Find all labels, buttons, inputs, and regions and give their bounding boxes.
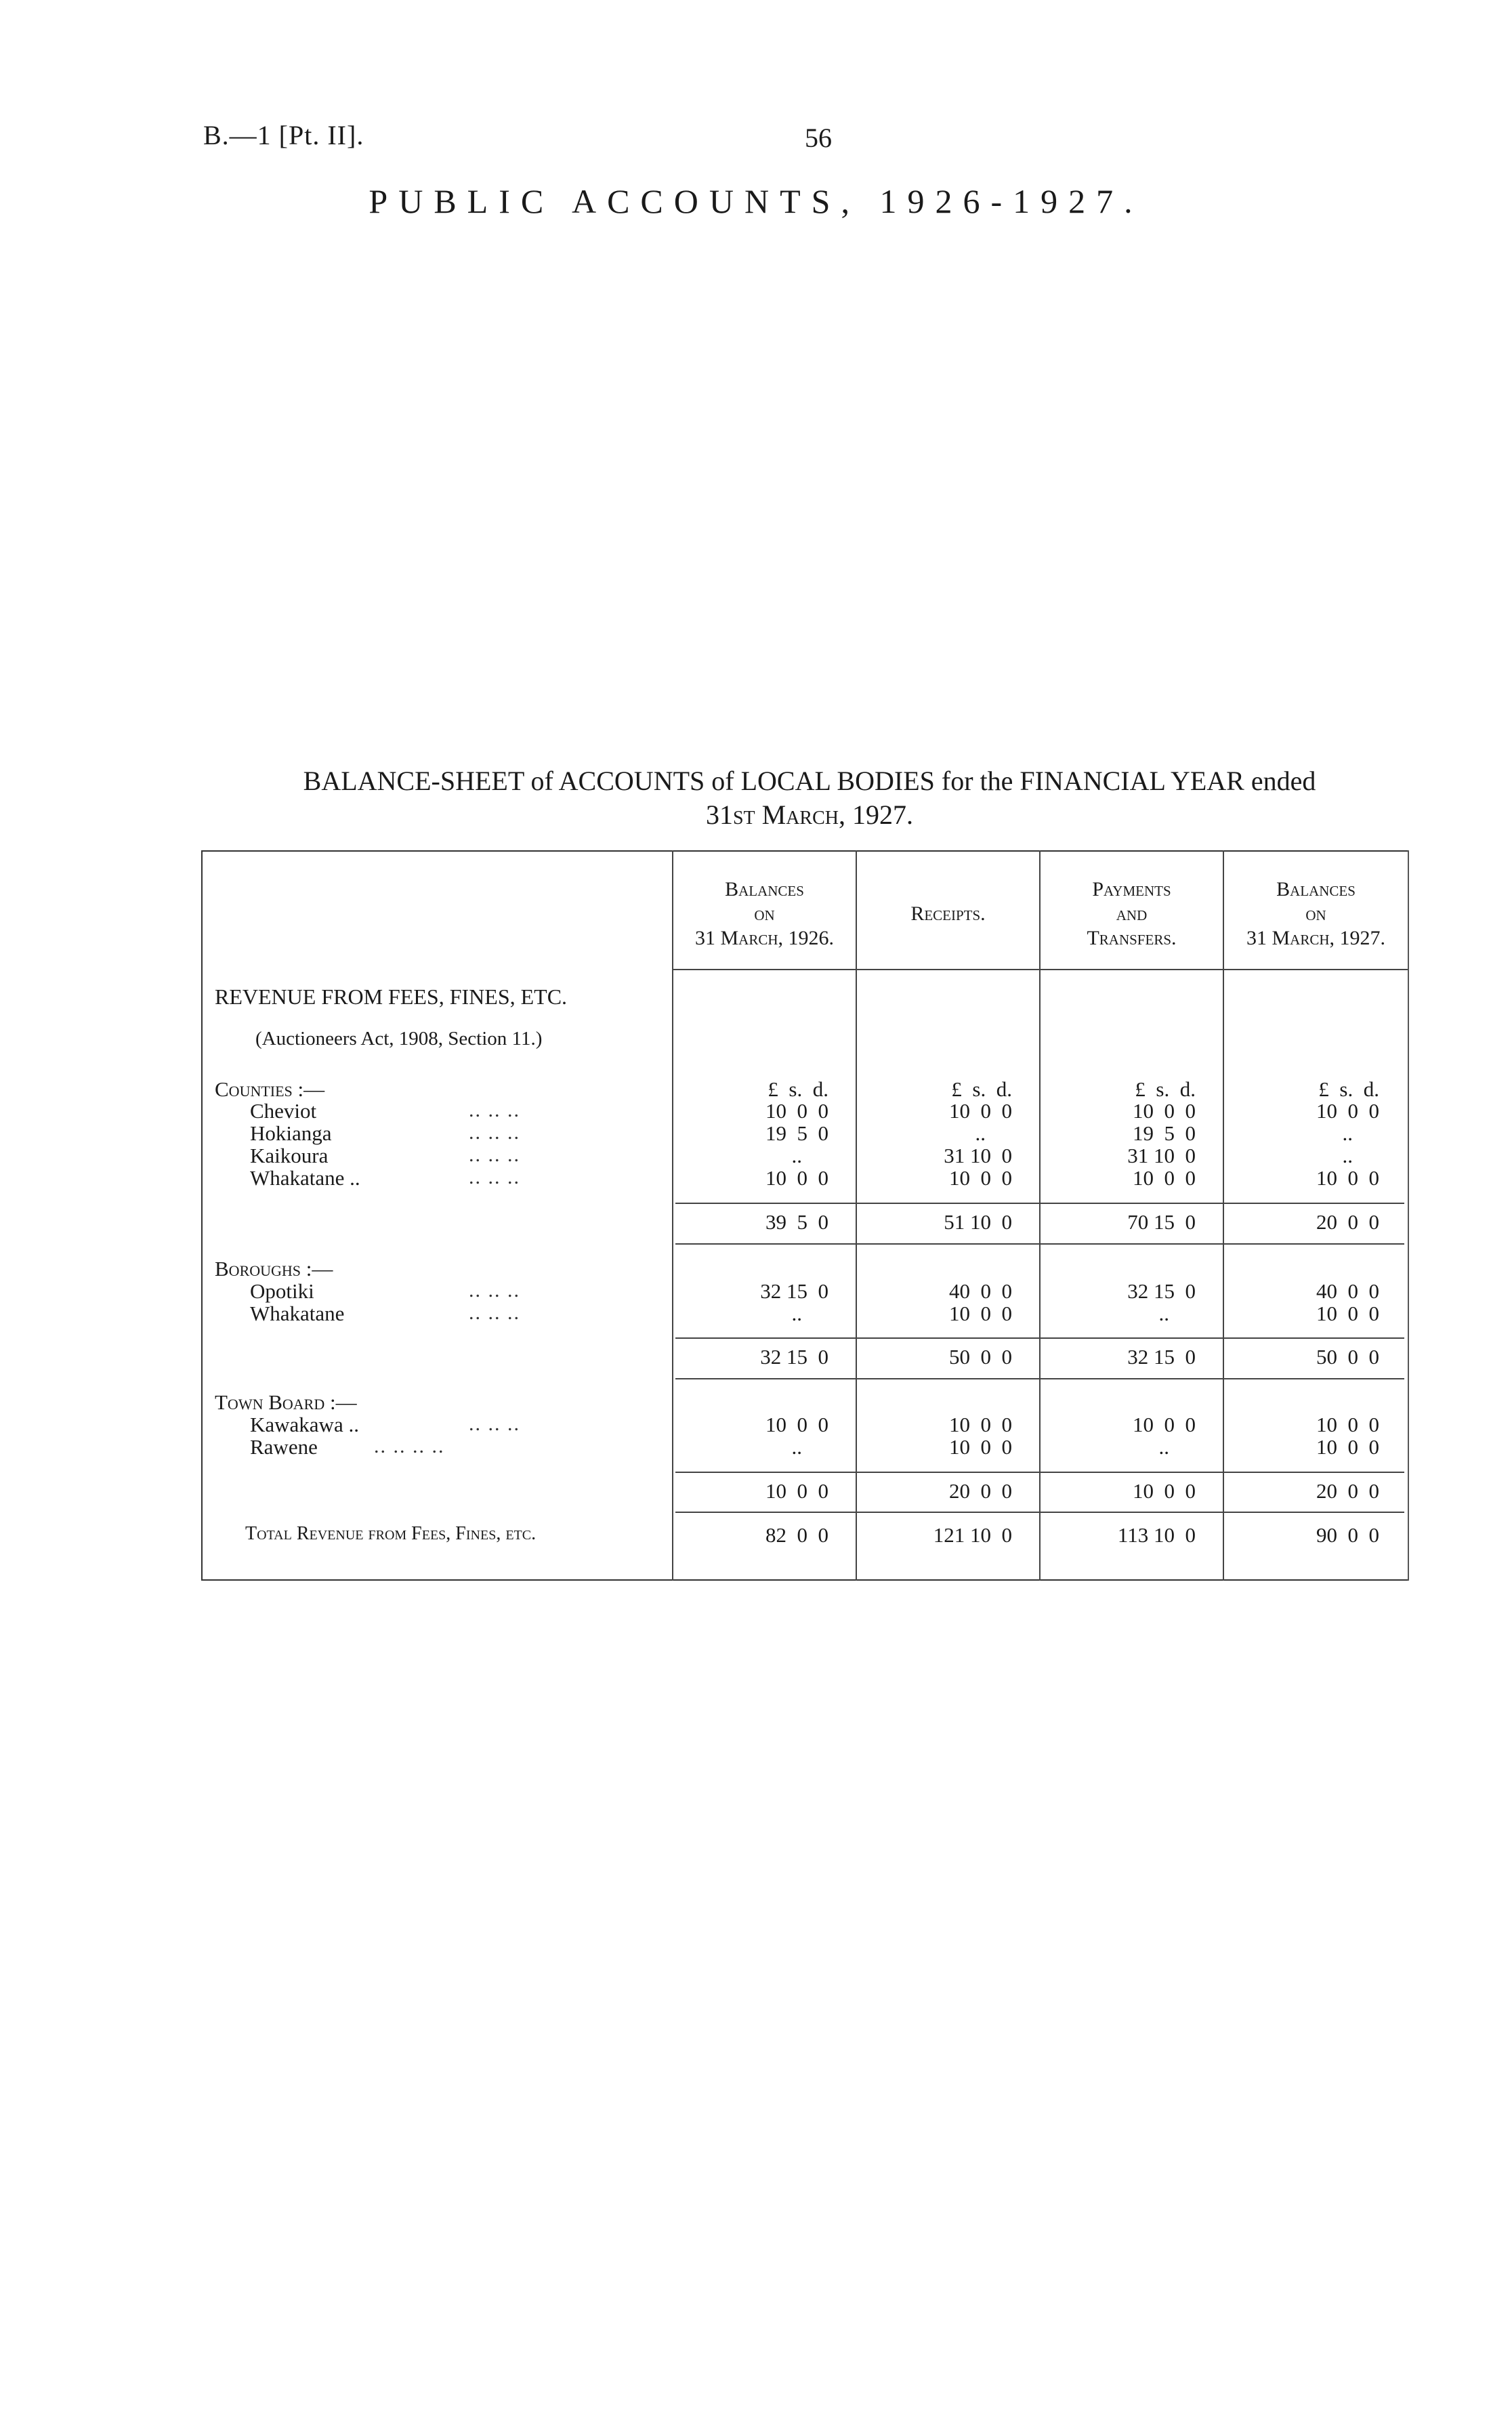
subtotal-cell: 70 15 0: [1127, 1210, 1196, 1234]
column-header-line: Payments: [1092, 878, 1171, 900]
subtotal-rule: [675, 1378, 1404, 1379]
table-cell: ..: [791, 1302, 802, 1325]
table-cell: 10 0 0: [1316, 1302, 1379, 1325]
table-cell: 10 0 0: [1316, 1099, 1379, 1123]
subtotal-cell: 20 0 0: [1316, 1479, 1379, 1503]
table-cell: 10 0 0: [949, 1166, 1012, 1190]
column-header-balances-1927: [1224, 877, 1408, 951]
balance-sheet-heading: [196, 764, 1423, 832]
leader-dots: .. .. ..: [469, 1121, 520, 1144]
subtotal-cell: 20 0 0: [1316, 1210, 1379, 1234]
subtotal-rule: [675, 1337, 1404, 1339]
row-label: Cheviot: [250, 1099, 317, 1123]
heading-line-1: BALANCE-SHEET of ACCOUNTS of LOCAL BODIES for the FINANCIAL YEAR ended: [303, 766, 1316, 796]
subtotal-rule: [675, 1203, 1404, 1204]
column-header-line: Balances: [1276, 878, 1356, 900]
table-cell: 10 0 0: [1133, 1099, 1196, 1123]
section-title: REVENUE FROM FEES, FINES, ETC.: [215, 984, 568, 1009]
subtotal-cell: 50 0 0: [949, 1345, 1012, 1369]
currency-header: £ s. d.: [951, 1077, 1012, 1101]
subtotal-cell: 39 5 0: [765, 1210, 828, 1234]
column-header-line: Balances: [725, 878, 804, 900]
column-header-line: on: [754, 902, 775, 925]
table-cell: 32 15 0: [1127, 1279, 1196, 1303]
table-cell: 31 10 0: [1127, 1144, 1196, 1167]
header-rule: [672, 969, 1408, 970]
leader-dots: .. .. ..: [469, 1302, 520, 1324]
table-cell: 10 0 0: [949, 1302, 1012, 1325]
table-top-border: [201, 850, 1409, 852]
column-header-line: on: [1305, 902, 1326, 925]
column-header-line: [857, 877, 1039, 902]
table-cell: 40 0 0: [949, 1279, 1012, 1303]
column-header-payments: [1041, 877, 1223, 951]
table-cell: 32 15 0: [760, 1279, 828, 1303]
leader-dots: .. .. ..: [469, 1144, 520, 1166]
table-cell: ..: [1158, 1302, 1169, 1325]
leader-dots: .. .. .. ..: [374, 1435, 445, 1457]
table-cell: 10 0 0: [765, 1413, 828, 1436]
subtotal-cell: 10 0 0: [1133, 1479, 1196, 1503]
row-label: Hokianga: [250, 1121, 332, 1145]
subtotal-cell: 10 0 0: [765, 1479, 828, 1503]
page-number: 56: [805, 123, 832, 153]
table-cell: 31 10 0: [944, 1144, 1012, 1167]
table-bottom-border: [201, 1579, 1409, 1581]
column-header-line: and: [1116, 902, 1148, 925]
table-cell: 10 0 0: [949, 1435, 1012, 1459]
row-label: Whakatane: [250, 1302, 345, 1325]
document-reference: B.—1 [Pt. II].: [203, 120, 364, 150]
currency-header: £ s. d.: [768, 1077, 828, 1101]
subtotal-rule: [675, 1243, 1404, 1245]
subtotal-cell: 32 15 0: [1127, 1345, 1196, 1369]
grand-total-cell: 121 10 0: [933, 1523, 1012, 1547]
row-label: Kawakawa ..: [250, 1413, 359, 1436]
leader-dots: .. .. ..: [469, 1099, 520, 1121]
column-header-line: Transfers.: [1087, 927, 1177, 949]
column-header-line: 31 March, 1927.: [1246, 927, 1386, 949]
balance-sheet-table: [201, 850, 1409, 1581]
subtotal-cell: 50 0 0: [1316, 1345, 1379, 1369]
table-left-border: [201, 850, 203, 1581]
column-header-line: Receipts.: [910, 902, 986, 925]
grand-total-cell: 113 10 0: [1117, 1523, 1196, 1547]
table-cell: 10 0 0: [1316, 1435, 1379, 1459]
row-label: Rawene: [250, 1435, 318, 1459]
page-title: PUBLIC ACCOUNTS, 1926-1927.: [369, 182, 1143, 220]
grand-total-cell: 82 0 0: [765, 1523, 828, 1547]
group-label-counties: Counties :—: [215, 1077, 325, 1101]
row-label: Whakatane ..: [250, 1166, 360, 1190]
currency-header: £ s. d.: [1318, 1077, 1379, 1101]
currency-header: £ s. d.: [1135, 1077, 1196, 1101]
table-right-border: [1408, 850, 1409, 1581]
row-label: Opotiki: [250, 1279, 314, 1303]
grand-total-label: Total Revenue from Fees, Fines, etc.: [245, 1523, 537, 1544]
table-cell: ..: [1158, 1435, 1169, 1459]
group-label-town-board: Town Board :—: [215, 1390, 357, 1414]
table-cell: 10 0 0: [1133, 1166, 1196, 1190]
table-cell: 40 0 0: [1316, 1279, 1379, 1303]
table-cell: ..: [975, 1121, 986, 1145]
table-cell: ..: [791, 1144, 802, 1167]
table-cell: 10 0 0: [1316, 1166, 1379, 1190]
table-cell: ..: [1342, 1144, 1353, 1167]
subtotal-cell: 51 10 0: [944, 1210, 1012, 1234]
leader-dots: .. .. ..: [469, 1166, 520, 1188]
subtotal-cell: 20 0 0: [949, 1479, 1012, 1503]
column-header-line: 31 March, 1926.: [694, 927, 835, 949]
column-header-receipts: [857, 877, 1039, 926]
table-cell: ..: [791, 1435, 802, 1459]
group-label-boroughs: Boroughs :—: [215, 1257, 333, 1281]
leader-dots: .. .. ..: [469, 1413, 520, 1435]
subtotal-rule: [675, 1512, 1404, 1513]
subtotal-rule: [675, 1472, 1404, 1473]
table-cell: 10 0 0: [1316, 1413, 1379, 1436]
table-cell: 10 0 0: [765, 1099, 828, 1123]
subtotal-cell: 32 15 0: [760, 1345, 828, 1369]
column-header-balances-1926: [673, 877, 856, 951]
section-subtitle: (Auctioneers Act, 1908, Section 11.): [255, 1028, 543, 1049]
table-cell: ..: [1342, 1121, 1353, 1145]
leader-dots: .. .. ..: [469, 1279, 520, 1302]
table-cell: 10 0 0: [1133, 1413, 1196, 1436]
table-cell: 19 5 0: [1133, 1121, 1196, 1145]
grand-total-cell: 90 0 0: [1316, 1523, 1379, 1547]
table-cell: 19 5 0: [765, 1121, 828, 1145]
table-cell: 10 0 0: [949, 1099, 1012, 1123]
table-cell: 10 0 0: [765, 1166, 828, 1190]
table-cell: 10 0 0: [949, 1413, 1012, 1436]
heading-line-2: 31st March, 1927.: [705, 799, 914, 830]
row-label: Kaikoura: [250, 1144, 329, 1167]
